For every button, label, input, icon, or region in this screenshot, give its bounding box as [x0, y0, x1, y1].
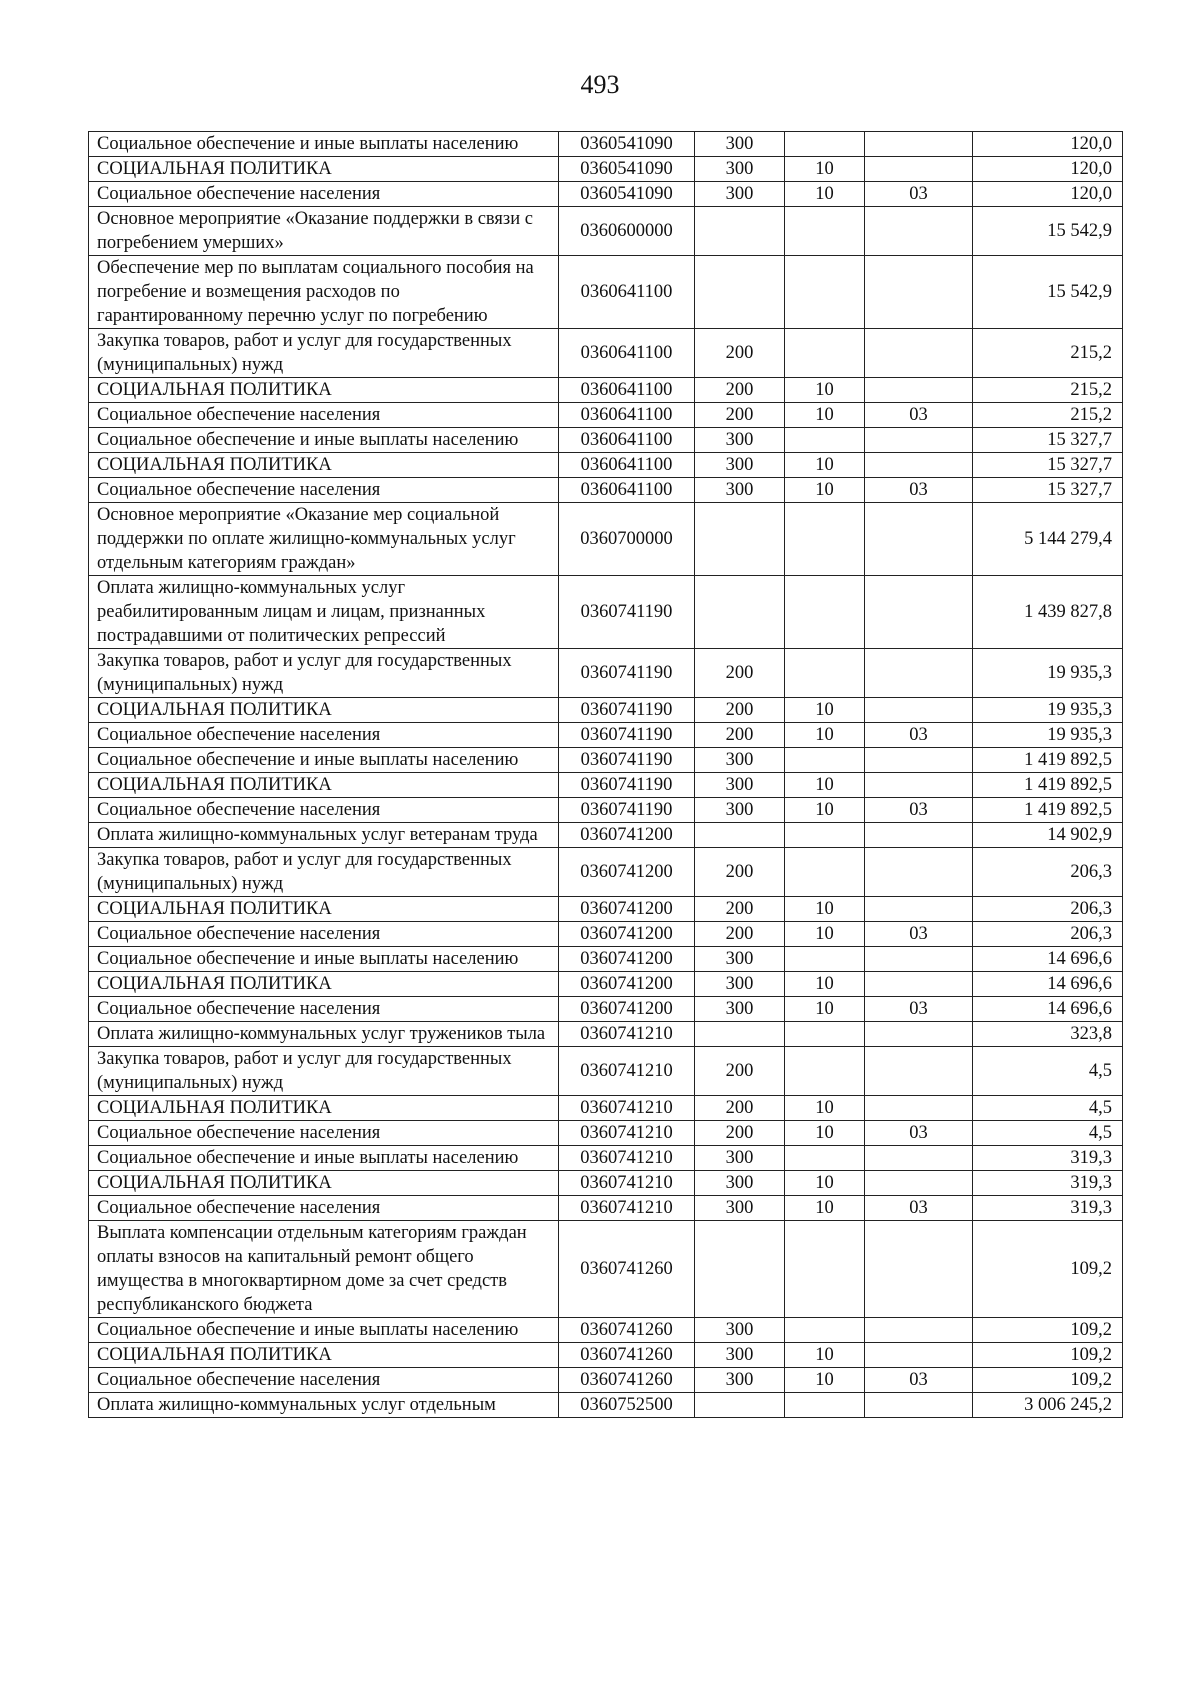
row-name-cell: СОЦИАЛЬНАЯ ПОЛИТИКА: [89, 773, 559, 798]
target-article-cell: 0360741200: [559, 823, 695, 848]
subsection-cell: [865, 576, 973, 649]
subsection-cell: [865, 1146, 973, 1171]
target-article-cell: 0360741210: [559, 1146, 695, 1171]
row-name-cell: Выплата компенсации отдельным категориям граждан оплаты взносов на капитальный ремонт общего имущества в многоквартирном доме за счет средств республиканского бюджета: [89, 1221, 559, 1318]
amount-cell: 14 696,6: [973, 997, 1123, 1022]
target-article-cell: 0360741210: [559, 1121, 695, 1146]
subsection-cell: 03: [865, 723, 973, 748]
amount-cell: 15 542,9: [973, 256, 1123, 329]
table-row: [89, 403, 1123, 428]
table-row: [89, 897, 1123, 922]
subsection-cell: [865, 503, 973, 576]
subsection-cell: 03: [865, 403, 973, 428]
row-name-cell: СОЦИАЛЬНАЯ ПОЛИТИКА: [89, 378, 559, 403]
amount-cell: 120,0: [973, 157, 1123, 182]
amount-cell: 5 144 279,4: [973, 503, 1123, 576]
row-name-cell: Социальное обеспечение населения: [89, 922, 559, 947]
row-name-cell: СОЦИАЛЬНАЯ ПОЛИТИКА: [89, 1096, 559, 1121]
section-cell: 10: [785, 798, 865, 823]
section-cell: [785, 132, 865, 157]
row-name-cell: Социальное обеспечение населения: [89, 723, 559, 748]
expense-type-cell: 200: [695, 1096, 785, 1121]
section-cell: 10: [785, 1196, 865, 1221]
row-name-cell: Закупка товаров, работ и услуг для государственных (муниципальных) нужд: [89, 649, 559, 698]
expense-type-cell: 200: [695, 1121, 785, 1146]
target-article-cell: 0360541090: [559, 157, 695, 182]
amount-cell: 19 935,3: [973, 723, 1123, 748]
target-article-cell: 0360641100: [559, 403, 695, 428]
target-article-cell: 0360741200: [559, 972, 695, 997]
row-name-cell: Социальное обеспечение населения: [89, 1121, 559, 1146]
table-row: [89, 823, 1123, 848]
subsection-cell: [865, 207, 973, 256]
section-cell: [785, 1393, 865, 1418]
table-row: [89, 576, 1123, 649]
expense-type-cell: 200: [695, 403, 785, 428]
expense-type-cell: 300: [695, 478, 785, 503]
amount-cell: 15 542,9: [973, 207, 1123, 256]
amount-cell: 215,2: [973, 403, 1123, 428]
amount-cell: 120,0: [973, 132, 1123, 157]
section-cell: 10: [785, 1096, 865, 1121]
target-article-cell: 0360641100: [559, 428, 695, 453]
amount-cell: 4,5: [973, 1121, 1123, 1146]
target-article-cell: 0360741260: [559, 1368, 695, 1393]
table-row: [89, 1047, 1123, 1096]
amount-cell: 15 327,7: [973, 478, 1123, 503]
expense-type-cell: 200: [695, 1047, 785, 1096]
table-row: [89, 997, 1123, 1022]
target-article-cell: 0360752500: [559, 1393, 695, 1418]
table-row: [89, 698, 1123, 723]
expense-type-cell: [695, 1393, 785, 1418]
subsection-cell: [865, 453, 973, 478]
table-row: [89, 1343, 1123, 1368]
section-cell: [785, 748, 865, 773]
section-cell: [785, 1022, 865, 1047]
target-article-cell: 0360741210: [559, 1196, 695, 1221]
subsection-cell: [865, 132, 973, 157]
expense-type-cell: 200: [695, 897, 785, 922]
section-cell: 10: [785, 972, 865, 997]
target-article-cell: 0360541090: [559, 132, 695, 157]
subsection-cell: [865, 1096, 973, 1121]
subsection-cell: [865, 773, 973, 798]
row-name-cell: Социальное обеспечение населения: [89, 403, 559, 428]
target-article-cell: 0360641100: [559, 478, 695, 503]
expense-type-cell: 300: [695, 773, 785, 798]
table-row: [89, 1146, 1123, 1171]
target-article-cell: 0360741200: [559, 897, 695, 922]
amount-cell: 14 696,6: [973, 947, 1123, 972]
row-name-cell: Социальное обеспечение населения: [89, 478, 559, 503]
table-row: [89, 1318, 1123, 1343]
expense-type-cell: 300: [695, 1146, 785, 1171]
section-cell: 10: [785, 1343, 865, 1368]
amount-cell: 19 935,3: [973, 649, 1123, 698]
amount-cell: 215,2: [973, 378, 1123, 403]
target-article-cell: 0360741200: [559, 947, 695, 972]
subsection-cell: 03: [865, 478, 973, 503]
table-row: [89, 1121, 1123, 1146]
subsection-cell: [865, 947, 973, 972]
subsection-cell: [865, 1047, 973, 1096]
table-row: [89, 1368, 1123, 1393]
row-name-cell: СОЦИАЛЬНАЯ ПОЛИТИКА: [89, 698, 559, 723]
subsection-cell: 03: [865, 922, 973, 947]
section-cell: 10: [785, 1121, 865, 1146]
expense-type-cell: [695, 503, 785, 576]
table-row: [89, 1196, 1123, 1221]
row-name-cell: Социальное обеспечение населения: [89, 1368, 559, 1393]
row-name-cell: Социальное обеспечение населения: [89, 798, 559, 823]
section-cell: [785, 1047, 865, 1096]
subsection-cell: 03: [865, 1121, 973, 1146]
expense-type-cell: 200: [695, 649, 785, 698]
subsection-cell: [865, 972, 973, 997]
section-cell: 10: [785, 478, 865, 503]
row-name-cell: Оплата жилищно-коммунальных услуг ветеранам труда: [89, 823, 559, 848]
subsection-cell: [865, 1022, 973, 1047]
amount-cell: 15 327,7: [973, 428, 1123, 453]
subsection-cell: [865, 897, 973, 922]
row-name-cell: СОЦИАЛЬНАЯ ПОЛИТИКА: [89, 157, 559, 182]
target-article-cell: 0360541090: [559, 182, 695, 207]
amount-cell: 319,3: [973, 1146, 1123, 1171]
amount-cell: 1 419 892,5: [973, 748, 1123, 773]
table-row: [89, 428, 1123, 453]
target-article-cell: 0360741260: [559, 1318, 695, 1343]
table-row: [89, 723, 1123, 748]
expense-type-cell: 300: [695, 798, 785, 823]
table-row: [89, 1022, 1123, 1047]
expense-type-cell: 300: [695, 428, 785, 453]
target-article-cell: 0360641100: [559, 453, 695, 478]
section-cell: [785, 649, 865, 698]
row-name-cell: Социальное обеспечение и иные выплаты населению: [89, 947, 559, 972]
row-name-cell: СОЦИАЛЬНАЯ ПОЛИТИКА: [89, 1171, 559, 1196]
section-cell: 10: [785, 922, 865, 947]
subsection-cell: 03: [865, 182, 973, 207]
target-article-cell: 0360741200: [559, 997, 695, 1022]
expense-type-cell: 200: [695, 329, 785, 378]
subsection-cell: [865, 848, 973, 897]
section-cell: [785, 1318, 865, 1343]
section-cell: 10: [785, 897, 865, 922]
section-cell: 10: [785, 182, 865, 207]
row-name-cell: Основное мероприятие «Оказание поддержки в связи с погребением умерших»: [89, 207, 559, 256]
section-cell: 10: [785, 698, 865, 723]
table-row: [89, 748, 1123, 773]
row-name-cell: Социальное обеспечение населения: [89, 182, 559, 207]
section-cell: [785, 329, 865, 378]
amount-cell: 14 902,9: [973, 823, 1123, 848]
table-row: [89, 157, 1123, 182]
table-row: [89, 207, 1123, 256]
expense-type-cell: 200: [695, 723, 785, 748]
section-cell: [785, 823, 865, 848]
section-cell: 10: [785, 453, 865, 478]
expense-type-cell: 200: [695, 922, 785, 947]
subsection-cell: [865, 649, 973, 698]
expense-type-cell: [695, 256, 785, 329]
expense-type-cell: 300: [695, 1171, 785, 1196]
table-row: [89, 329, 1123, 378]
row-name-cell: СОЦИАЛЬНАЯ ПОЛИТИКА: [89, 453, 559, 478]
target-article-cell: 0360741190: [559, 723, 695, 748]
amount-cell: 19 935,3: [973, 698, 1123, 723]
expense-type-cell: 300: [695, 972, 785, 997]
row-name-cell: СОЦИАЛЬНАЯ ПОЛИТИКА: [89, 897, 559, 922]
expense-type-cell: 200: [695, 698, 785, 723]
target-article-cell: 0360741190: [559, 698, 695, 723]
expense-type-cell: 300: [695, 1196, 785, 1221]
expense-type-cell: 200: [695, 848, 785, 897]
row-name-cell: Социальное обеспечение и иные выплаты населению: [89, 1146, 559, 1171]
section-cell: 10: [785, 378, 865, 403]
target-article-cell: 0360741210: [559, 1171, 695, 1196]
expense-type-cell: 300: [695, 748, 785, 773]
subsection-cell: 03: [865, 798, 973, 823]
section-cell: [785, 503, 865, 576]
subsection-cell: [865, 329, 973, 378]
amount-cell: 206,3: [973, 848, 1123, 897]
section-cell: [785, 428, 865, 453]
table-row: [89, 1171, 1123, 1196]
amount-cell: 323,8: [973, 1022, 1123, 1047]
table-row: [89, 1096, 1123, 1121]
section-cell: [785, 207, 865, 256]
target-article-cell: 0360741190: [559, 576, 695, 649]
row-name-cell: Оплата жилищно-коммунальных услуг тружеников тыла: [89, 1022, 559, 1047]
target-article-cell: 0360741190: [559, 798, 695, 823]
target-article-cell: 0360741210: [559, 1096, 695, 1121]
subsection-cell: [865, 823, 973, 848]
table-row: [89, 922, 1123, 947]
row-name-cell: Социальное обеспечение населения: [89, 997, 559, 1022]
target-article-cell: 0360741260: [559, 1221, 695, 1318]
section-cell: 10: [785, 723, 865, 748]
target-article-cell: 0360741200: [559, 922, 695, 947]
subsection-cell: [865, 698, 973, 723]
subsection-cell: [865, 1221, 973, 1318]
section-cell: [785, 1221, 865, 1318]
amount-cell: 4,5: [973, 1096, 1123, 1121]
expense-type-cell: 300: [695, 453, 785, 478]
target-article-cell: 0360741190: [559, 649, 695, 698]
expense-type-cell: 300: [695, 997, 785, 1022]
target-article-cell: 0360741260: [559, 1343, 695, 1368]
row-name-cell: Социальное обеспечение и иные выплаты населению: [89, 748, 559, 773]
subsection-cell: [865, 157, 973, 182]
table-row: [89, 378, 1123, 403]
table-row: [89, 848, 1123, 897]
amount-cell: 15 327,7: [973, 453, 1123, 478]
expense-type-cell: 300: [695, 182, 785, 207]
table-row: [89, 256, 1123, 329]
expense-type-cell: 300: [695, 1318, 785, 1343]
target-article-cell: 0360741190: [559, 748, 695, 773]
expense-type-cell: [695, 576, 785, 649]
table-row: [89, 649, 1123, 698]
expense-type-cell: 300: [695, 132, 785, 157]
page-number: 493: [580, 70, 620, 99]
expense-type-cell: [695, 823, 785, 848]
expense-type-cell: 200: [695, 378, 785, 403]
row-name-cell: Оплата жилищно-коммунальных услуг реабилитированным лицам и лицам, признанных пострадавшими от политических репрессий: [89, 576, 559, 649]
section-cell: [785, 256, 865, 329]
expense-type-cell: 300: [695, 1368, 785, 1393]
row-name-cell: Социальное обеспечение и иные выплаты населению: [89, 428, 559, 453]
amount-cell: 14 696,6: [973, 972, 1123, 997]
table-row: [89, 478, 1123, 503]
table-row: [89, 1221, 1123, 1318]
target-article-cell: 0360641100: [559, 378, 695, 403]
target-article-cell: 0360600000: [559, 207, 695, 256]
row-name-cell: СОЦИАЛЬНАЯ ПОЛИТИКА: [89, 972, 559, 997]
expense-type-cell: 300: [695, 1343, 785, 1368]
table-row: [89, 798, 1123, 823]
row-name-cell: Закупка товаров, работ и услуг для государственных (муниципальных) нужд: [89, 1047, 559, 1096]
section-cell: 10: [785, 1368, 865, 1393]
row-name-cell: Закупка товаров, работ и услуг для государственных (муниципальных) нужд: [89, 848, 559, 897]
subsection-cell: [865, 748, 973, 773]
amount-cell: 109,2: [973, 1221, 1123, 1318]
target-article-cell: 0360741190: [559, 773, 695, 798]
row-name-cell: СОЦИАЛЬНАЯ ПОЛИТИКА: [89, 1343, 559, 1368]
expense-type-cell: [695, 1022, 785, 1047]
amount-cell: 319,3: [973, 1196, 1123, 1221]
amount-cell: 206,3: [973, 897, 1123, 922]
amount-cell: 1 439 827,8: [973, 576, 1123, 649]
table-row: [89, 947, 1123, 972]
subsection-cell: 03: [865, 997, 973, 1022]
target-article-cell: 0360741210: [559, 1022, 695, 1047]
row-name-cell: Закупка товаров, работ и услуг для государственных (муниципальных) нужд: [89, 329, 559, 378]
subsection-cell: 03: [865, 1368, 973, 1393]
table-row: [89, 503, 1123, 576]
budget-table: [88, 131, 1123, 1418]
table-row: [89, 182, 1123, 207]
amount-cell: 109,2: [973, 1368, 1123, 1393]
table-row: [89, 1393, 1123, 1418]
amount-cell: 109,2: [973, 1343, 1123, 1368]
row-name-cell: Оплата жилищно-коммунальных услуг отдельным: [89, 1393, 559, 1418]
subsection-cell: [865, 256, 973, 329]
expense-type-cell: 300: [695, 947, 785, 972]
budget-table-body: [89, 132, 1123, 1418]
target-article-cell: 0360700000: [559, 503, 695, 576]
section-cell: 10: [785, 1171, 865, 1196]
subsection-cell: [865, 1343, 973, 1368]
subsection-cell: [865, 1171, 973, 1196]
target-article-cell: 0360641100: [559, 256, 695, 329]
table-row: [89, 132, 1123, 157]
amount-cell: 120,0: [973, 182, 1123, 207]
amount-cell: 4,5: [973, 1047, 1123, 1096]
target-article-cell: 0360741210: [559, 1047, 695, 1096]
amount-cell: 3 006 245,2: [973, 1393, 1123, 1418]
amount-cell: 215,2: [973, 329, 1123, 378]
amount-cell: 1 419 892,5: [973, 773, 1123, 798]
amount-cell: 206,3: [973, 922, 1123, 947]
amount-cell: 109,2: [973, 1318, 1123, 1343]
amount-cell: 1 419 892,5: [973, 798, 1123, 823]
section-cell: [785, 848, 865, 897]
section-cell: [785, 1146, 865, 1171]
section-cell: 10: [785, 157, 865, 182]
subsection-cell: [865, 1393, 973, 1418]
section-cell: 10: [785, 403, 865, 428]
amount-cell: 319,3: [973, 1171, 1123, 1196]
row-name-cell: Основное мероприятие «Оказание мер социальной поддержки по оплате жилищно-коммунальных услуг отдельным категориям граждан»: [89, 503, 559, 576]
table-row: [89, 972, 1123, 997]
target-article-cell: 0360641100: [559, 329, 695, 378]
subsection-cell: 03: [865, 1196, 973, 1221]
subsection-cell: [865, 1318, 973, 1343]
subsection-cell: [865, 378, 973, 403]
row-name-cell: Обеспечение мер по выплатам социального пособия на погребение и возмещения расходов по гарантированному перечню услуг по погребению: [89, 256, 559, 329]
table-row: [89, 773, 1123, 798]
table-row: [89, 453, 1123, 478]
section-cell: 10: [785, 773, 865, 798]
target-article-cell: 0360741200: [559, 848, 695, 897]
section-cell: [785, 576, 865, 649]
section-cell: 10: [785, 997, 865, 1022]
expense-type-cell: 300: [695, 157, 785, 182]
row-name-cell: Социальное обеспечение и иные выплаты населению: [89, 132, 559, 157]
section-cell: [785, 947, 865, 972]
row-name-cell: Социальное обеспечение и иные выплаты населению: [89, 1318, 559, 1343]
expense-type-cell: [695, 207, 785, 256]
row-name-cell: Социальное обеспечение населения: [89, 1196, 559, 1221]
expense-type-cell: [695, 1221, 785, 1318]
subsection-cell: [865, 428, 973, 453]
